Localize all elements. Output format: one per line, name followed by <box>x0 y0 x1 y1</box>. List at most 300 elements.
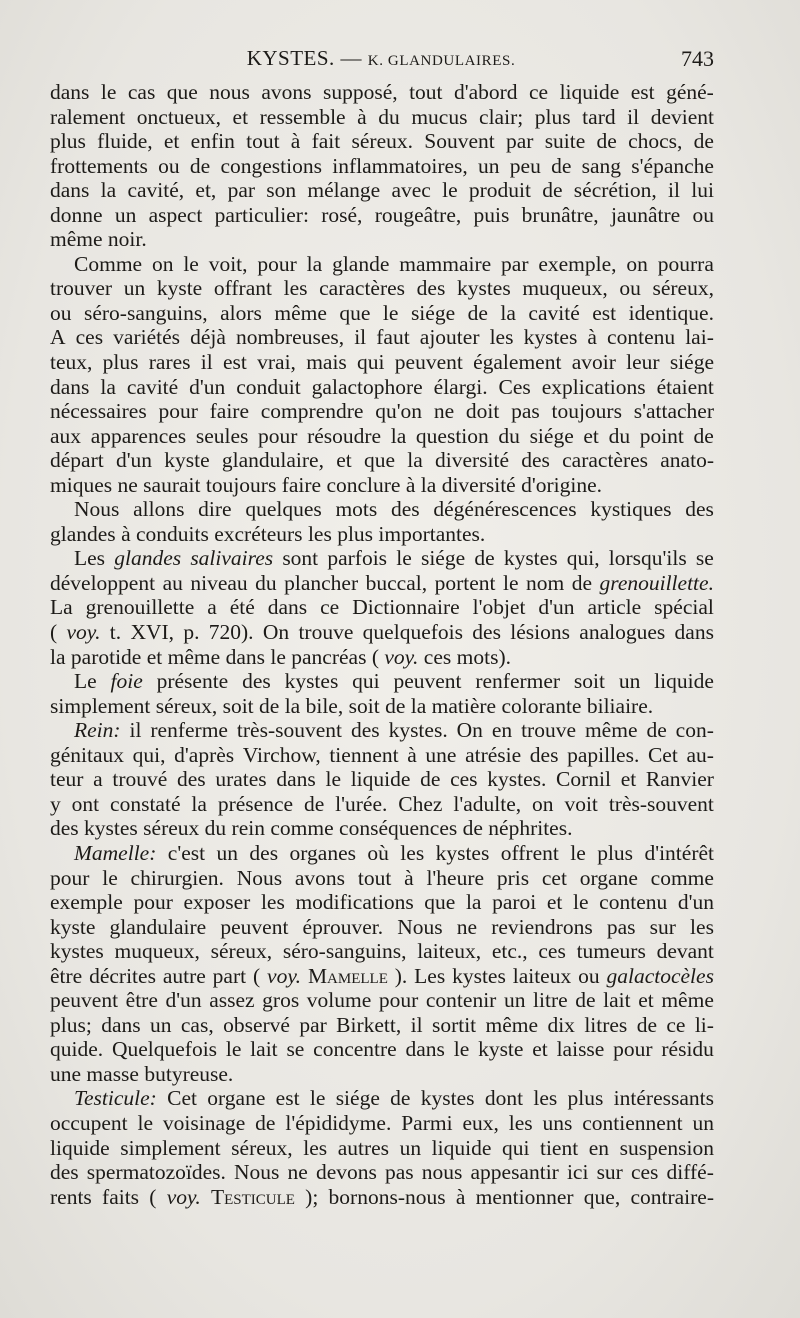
word: le <box>502 570 519 595</box>
word: été <box>229 595 255 620</box>
word: observé <box>223 1012 290 1037</box>
word: t. <box>109 620 122 645</box>
word: Virchow, <box>242 742 321 767</box>
word: Cornil <box>556 767 611 792</box>
word: de <box>255 1110 276 1135</box>
word: peuvent <box>220 914 289 939</box>
word: plus <box>337 521 379 546</box>
word: très-souvent <box>236 718 343 743</box>
word: ce <box>529 80 549 104</box>
word: séreux, <box>210 939 273 964</box>
word: au- <box>686 742 714 767</box>
word: contenu <box>607 325 676 350</box>
word: ce <box>320 595 340 620</box>
word: matière <box>431 693 502 718</box>
word: tout <box>409 80 443 104</box>
word: Mamelle <box>307 963 388 988</box>
word: être <box>50 963 83 988</box>
word: dans <box>50 178 90 203</box>
word: exemple, <box>538 251 617 276</box>
word: on <box>626 251 648 276</box>
word: anato- <box>660 448 714 473</box>
word: des <box>529 742 559 767</box>
word: contenir <box>425 988 497 1013</box>
word: il <box>200 350 213 375</box>
word: dire <box>198 497 232 522</box>
text-line <box>50 988 714 1013</box>
word: également <box>473 350 562 375</box>
text-line <box>50 80 714 105</box>
word: pour <box>50 865 90 890</box>
word: la <box>306 251 323 276</box>
word: kystes <box>284 669 339 694</box>
word: des <box>176 767 206 792</box>
word: siége <box>669 350 714 375</box>
word: rougeâtre, <box>374 202 462 227</box>
text-line <box>50 1111 714 1136</box>
word: qui, <box>132 742 166 767</box>
word: la <box>284 693 306 718</box>
word: une <box>425 742 457 767</box>
text-line <box>50 1185 714 1210</box>
word: d'un <box>538 595 575 620</box>
word: pour <box>133 890 173 915</box>
word: congestions <box>220 153 322 178</box>
word: excréteurs <box>214 521 308 546</box>
word: d'un <box>115 448 153 473</box>
word: séreux, <box>652 276 714 301</box>
word: On <box>262 620 290 645</box>
text-line <box>50 178 714 203</box>
word: pour <box>257 251 297 276</box>
word: autre <box>162 963 206 988</box>
text-line <box>50 1062 714 1087</box>
word: ou <box>50 300 72 325</box>
word: tout <box>357 865 392 890</box>
word: ces <box>630 1160 659 1185</box>
word: kyste <box>478 1037 524 1062</box>
word: parfois <box>327 546 388 571</box>
text-line <box>50 227 714 252</box>
word: autres <box>337 1135 390 1160</box>
word: déjà <box>190 325 226 350</box>
word: suspension <box>619 1135 714 1160</box>
word: un <box>478 153 500 178</box>
word: sur <box>649 914 676 939</box>
word: occupent <box>50 1110 128 1135</box>
word: Birkett, <box>336 1012 402 1037</box>
word: quelques <box>245 497 322 522</box>
word: renfermer <box>475 669 561 694</box>
word: du <box>378 104 400 129</box>
word: glandulaire, <box>221 448 324 473</box>
word: sont <box>282 546 319 571</box>
word: de <box>259 693 285 718</box>
word: d'intérêt <box>644 840 714 865</box>
word: et <box>146 644 168 669</box>
word: comme <box>270 816 340 841</box>
text-line <box>50 595 714 620</box>
page-header <box>48 46 714 76</box>
word: voisinage <box>162 1110 246 1135</box>
word: litres <box>584 1012 628 1037</box>
word: muqueux, <box>522 276 608 301</box>
word: à <box>357 104 367 129</box>
word: ne <box>433 399 455 424</box>
word: cavité <box>528 300 580 325</box>
word: Testicule: <box>74 1086 157 1111</box>
word: de <box>596 129 617 154</box>
word: organe <box>579 865 638 890</box>
word: conséquences <box>339 816 463 841</box>
word: ( <box>50 620 58 645</box>
text-line <box>50 866 714 891</box>
text-line <box>50 669 714 694</box>
word: conduits <box>135 521 215 546</box>
word: 720). <box>208 620 254 645</box>
word: et <box>546 890 563 915</box>
word: cavité, <box>127 178 185 203</box>
text-line <box>50 252 714 277</box>
word: faire <box>281 472 327 497</box>
word: d'un <box>189 374 226 399</box>
word: le <box>100 80 117 104</box>
word: en <box>588 1135 610 1160</box>
word: résidu <box>661 1037 714 1062</box>
word: pour <box>258 423 298 448</box>
word: le <box>570 840 586 865</box>
word: Souvent <box>424 129 495 154</box>
word: offrent <box>500 840 559 865</box>
word: et <box>163 129 180 154</box>
word: kystiques <box>590 497 672 522</box>
word: que <box>424 890 456 915</box>
text-line <box>50 522 714 547</box>
word: diversité <box>434 448 510 473</box>
word: et <box>638 988 654 1013</box>
word: y <box>50 791 61 816</box>
word: teur <box>50 767 84 792</box>
text-line <box>50 694 714 719</box>
word: pas <box>511 399 540 424</box>
word: présence <box>217 791 294 816</box>
word: toujours <box>205 472 282 497</box>
word: galactophore <box>311 374 423 399</box>
word: Parmi <box>401 1110 453 1135</box>
word: volume <box>306 988 372 1013</box>
word: étaient <box>656 374 714 399</box>
word: grenouillette. <box>599 570 714 595</box>
word: bornons-nous <box>328 1184 446 1209</box>
word: Nous <box>236 865 283 890</box>
text-line <box>50 1136 714 1161</box>
word: nous <box>421 1160 463 1185</box>
word: leur <box>626 350 660 375</box>
word: lait <box>603 988 631 1013</box>
word: concentre <box>313 1037 397 1062</box>
word: l'urée. <box>335 791 388 816</box>
word: liquide <box>559 80 620 104</box>
word: et, <box>195 178 217 203</box>
word: grenouillette <box>85 595 195 620</box>
word: les <box>489 325 514 350</box>
word: le <box>453 1037 470 1062</box>
word: plus; <box>50 1012 92 1037</box>
text-line <box>50 964 714 989</box>
word: organes <box>289 840 356 865</box>
word: liquide <box>431 1135 492 1160</box>
word: aux <box>50 423 82 448</box>
word: biliaire. <box>586 693 654 718</box>
word: le <box>325 767 342 792</box>
word: dans <box>101 1012 141 1037</box>
word: Les <box>74 546 106 571</box>
word: à <box>405 472 421 497</box>
word: kyste <box>164 448 210 473</box>
word: voy. <box>166 1184 201 1209</box>
word: con- <box>675 718 714 743</box>
word: pourra <box>657 251 714 276</box>
word: mucus <box>411 104 468 129</box>
text-line <box>50 792 714 817</box>
word: des <box>685 497 714 522</box>
text-line <box>50 1013 714 1038</box>
word: une <box>50 1061 87 1086</box>
word: ). <box>394 963 408 988</box>
word: siége <box>529 423 574 448</box>
word: des <box>390 497 420 522</box>
word: néphrites. <box>488 816 573 841</box>
word: Chez <box>398 791 443 816</box>
word: caractères <box>562 448 649 473</box>
word: lait <box>250 1037 278 1062</box>
word: simplement <box>50 693 156 718</box>
word: le <box>382 300 399 325</box>
word: à <box>407 742 417 767</box>
word: a <box>93 767 103 792</box>
word: Nous <box>74 497 120 522</box>
word: mais <box>306 350 347 375</box>
word: rosé, <box>321 202 363 227</box>
word: les <box>303 1135 328 1160</box>
word: eux, <box>462 1110 499 1135</box>
word: clair; <box>479 104 524 129</box>
word: mammaire <box>399 251 492 276</box>
word: qu'on <box>375 399 423 424</box>
word: inflammatoires, <box>332 153 468 178</box>
word: ( <box>252 963 261 988</box>
word: contenu <box>599 890 668 915</box>
word: il <box>627 104 640 129</box>
word: il <box>354 325 367 350</box>
word: un <box>503 988 526 1013</box>
text-line <box>50 571 714 596</box>
word: de <box>385 693 411 718</box>
word: analogues <box>579 620 666 645</box>
text-line <box>50 497 714 522</box>
word: géné- <box>666 80 714 104</box>
word: plus <box>534 104 571 129</box>
word: dans <box>50 80 90 104</box>
word: cas <box>127 80 156 104</box>
word: quide. <box>50 1037 104 1062</box>
word: la <box>407 448 423 473</box>
text-line <box>50 473 714 498</box>
text-line <box>50 424 714 449</box>
word: se <box>286 1037 305 1062</box>
word: dans <box>405 1037 445 1062</box>
word: laiteux <box>512 963 572 988</box>
text-line <box>50 399 714 424</box>
word: comprendre <box>260 399 364 424</box>
word: glandulaire <box>109 914 207 939</box>
word: un <box>618 669 641 694</box>
word: avons <box>294 865 346 890</box>
word: nombreuses, <box>236 325 345 350</box>
word: laiteux, <box>417 939 482 964</box>
word: lésions <box>510 620 570 645</box>
word: voit <box>564 791 598 816</box>
word: Ces <box>498 374 531 399</box>
word: avoir <box>571 350 616 375</box>
running-title-main: KYSTES. — <box>246 46 368 70</box>
word: siége <box>410 300 456 325</box>
word: appesantir <box>470 1160 559 1185</box>
word: qui <box>357 350 385 375</box>
word: du <box>204 816 232 841</box>
word: génitaux <box>50 742 125 767</box>
word: ne <box>117 472 144 497</box>
word: faire <box>209 399 250 424</box>
word: ressemble <box>259 104 346 129</box>
word: chocs, <box>628 129 683 154</box>
word: ces <box>450 767 478 792</box>
word: séro-sanguins, <box>282 939 407 964</box>
word: diffé- <box>666 1160 714 1185</box>
word: ( <box>371 644 385 669</box>
word: à <box>587 325 597 350</box>
word: peuvent <box>50 988 119 1013</box>
word: salivaires <box>190 546 274 571</box>
word: même <box>485 1012 539 1037</box>
text-line <box>50 890 714 915</box>
word: pas <box>606 914 636 939</box>
word: kyste <box>50 914 96 939</box>
word: frottements <box>50 153 148 178</box>
word: même <box>661 988 714 1013</box>
word: donne <box>50 202 103 227</box>
word: ou <box>619 276 641 301</box>
word: où <box>367 840 389 865</box>
word: lui <box>691 178 714 203</box>
word: caractères <box>319 276 406 301</box>
word: des <box>350 718 380 743</box>
word: pancréas <box>291 644 372 669</box>
word: diversité <box>441 472 522 497</box>
word: kystes. <box>388 718 448 743</box>
word: ne <box>456 914 478 939</box>
word: Cet <box>647 742 678 767</box>
word: les <box>307 521 338 546</box>
word: les <box>283 276 308 301</box>
word: par <box>227 178 256 203</box>
word: niveau <box>190 570 248 595</box>
word: quelquefois <box>362 620 463 645</box>
word: faut <box>376 325 410 350</box>
word: un <box>399 1135 422 1160</box>
word: tard <box>582 104 616 129</box>
word: plancher <box>284 570 359 595</box>
text-line <box>50 743 714 768</box>
word: le <box>225 1037 242 1062</box>
word: résoudre <box>307 423 382 448</box>
word: contraire- <box>630 1184 714 1209</box>
text-line <box>50 203 714 228</box>
word: sortit <box>431 1012 477 1037</box>
word: trouver <box>50 276 113 301</box>
word: devient <box>650 104 714 129</box>
word: voy. <box>267 963 302 988</box>
word: les <box>690 914 714 939</box>
word: intéressants <box>613 1086 714 1111</box>
word: être <box>125 988 158 1013</box>
word: a <box>207 595 217 620</box>
word: saurait <box>143 472 206 497</box>
word: que <box>166 80 198 104</box>
word: élargi. <box>433 374 488 399</box>
word: plus <box>597 840 634 865</box>
word: ne <box>287 1160 308 1185</box>
text-line <box>50 154 714 179</box>
word: onctueux, <box>136 104 221 129</box>
word: A <box>50 325 66 350</box>
word: au <box>162 570 183 595</box>
word: pour <box>378 988 419 1013</box>
word: identique. <box>628 300 714 325</box>
text-line <box>50 939 714 964</box>
word: importantes. <box>378 521 486 546</box>
word: même <box>274 300 327 325</box>
word: mentionner <box>475 1184 574 1209</box>
word: suite <box>544 129 586 154</box>
word: son <box>266 178 297 203</box>
word: part <box>212 963 247 988</box>
word: séreux, <box>231 1135 293 1160</box>
word: produit <box>468 178 531 203</box>
word: peu <box>509 153 541 178</box>
word: devons <box>315 1160 377 1185</box>
word: le <box>137 1110 154 1135</box>
word: un <box>692 1110 714 1135</box>
word: nom <box>526 570 565 595</box>
word: voit, <box>208 251 248 276</box>
page-number: 743 <box>681 46 714 71</box>
word: teux, <box>50 350 93 375</box>
word: Quelquefois <box>111 1037 218 1062</box>
word: développent <box>50 570 156 595</box>
word: il <box>410 1012 423 1037</box>
word: dans <box>225 644 271 669</box>
word: lai- <box>685 325 714 350</box>
word: galactocèles <box>606 963 714 988</box>
text-line <box>50 448 714 473</box>
word: des <box>472 620 501 645</box>
word: mots). <box>456 644 511 669</box>
text-line <box>50 767 714 792</box>
word: point <box>639 423 684 448</box>
word: par <box>501 251 529 276</box>
word: dans <box>267 595 308 620</box>
